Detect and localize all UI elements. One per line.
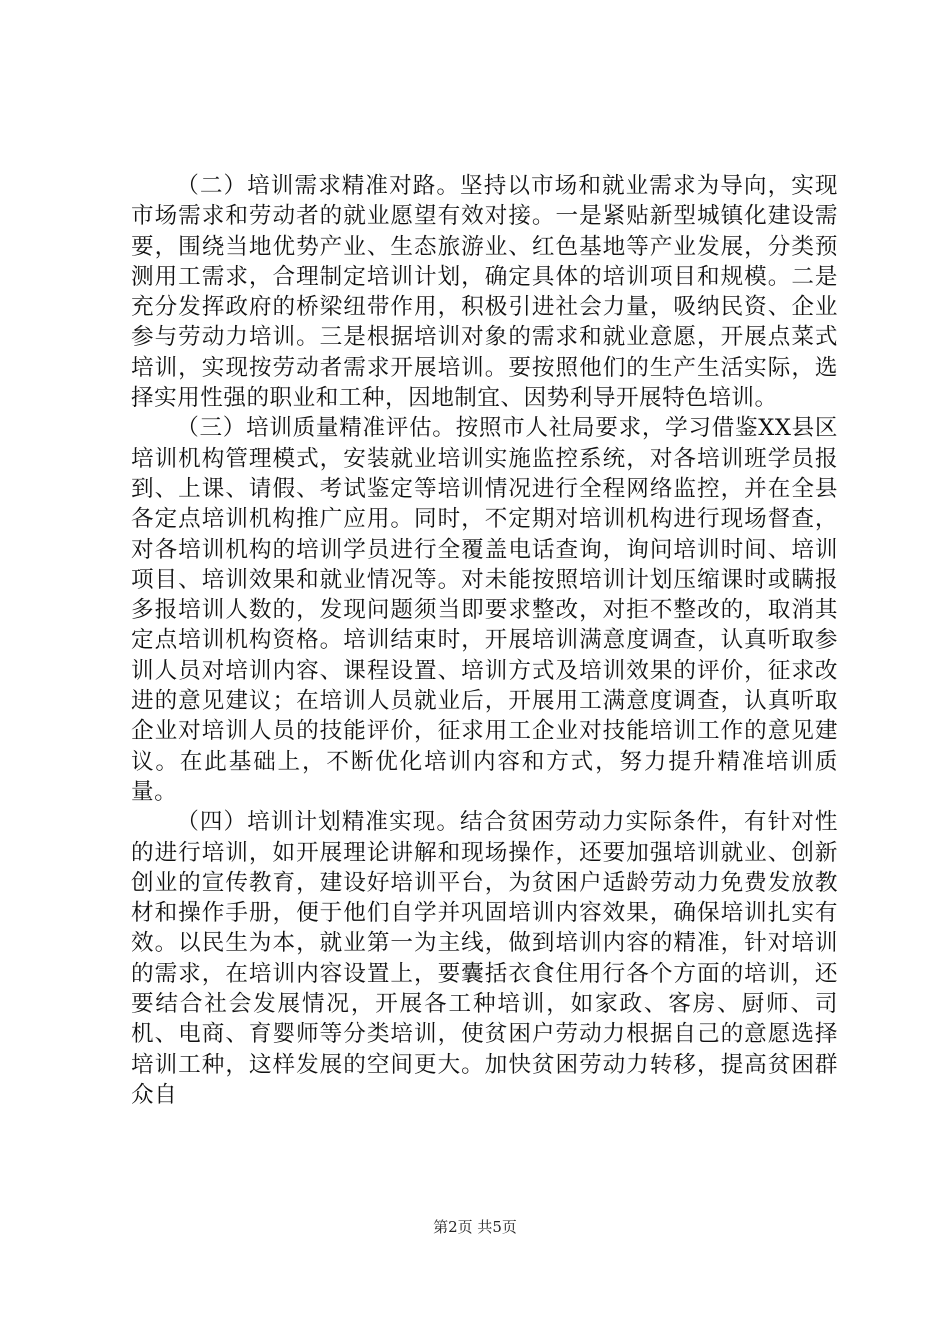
paragraph-training-plan: （四）培训计划精准实现。结合贫困劳动力实际条件，有针对性的进行培训，如开展理论讲解和现场操作，还要加强培训就业、创新创业的宣传教育，建设好培训平台，为贫困户适龄劳动力免费发放教材和操作手册，便于他们自学并巩固培训内容效果，确保培训扎实有效。以民生为本，就业第一为主线，做到培训内容的精准，针对培训的需求，在培训内容设置上，要囊括衣食住用行各个方面的培训，还要结合社会发展情况，开展各工种培训，如家政、客房、厨师、司机、电商、育婴师等分类培训，使贫困户劳动力根据自己的意愿选择培训工种，这样发展的空间更大。加快贫困劳动力转移，提高贫困群众自 xyxy=(131,809,838,1108)
document-body xyxy=(131,171,838,1110)
paragraph-training-quality: （三）培训质量精准评估。按照市人社局要求，学习借鉴XX县区培训机构管理模式，安装就业培训实施监控系统，对各培训班学员报到、上课、请假、考试鉴定等培训情况进行全程网络监控，并在全县各定点培训机构推广应用。同时，不定期对培训机构进行现场督查，对各培训机构的培训学员进行全覆盖电话查询，询问培训时间、培训项目、培训效果和就业情况等。对未能按照培训计划压缩课时或瞒报多报培训人数的，发现问题须当即要求整改，对拒不整改的，取消其定点培训机构资格。培训结束时，开展培训满意度调查，认真听取参训人员对培训内容、课程设置、培训方式及培训效果的评价，征求改进的意见建议；在培训人员就业后，开展用工满意度调查，认真听取企业对培训人员的技能评价，征求用工企业对技能培训工作的意见建议。在此基础上，不断优化培训内容和方式，努力提升精准培训质量。 xyxy=(131,415,838,805)
page-number-footer: 第2页 共5页 xyxy=(433,1218,517,1236)
paragraph-training-demand: （二）培训需求精准对路。坚持以市场和就业需求为导向，实现市场需求和劳动者的就业愿望有效对接。一是紧贴新型城镇化建设需要，围绕当地优势产业、生态旅游业、红色基地等产业发展，分类预测用工需求，合理制定培训计划，确定具体的培训项目和规模。二是充分发挥政府的桥梁纽带作用，积极引进社会力量，吸纳民资、企业参与劳动力培训。三是根据培训对象的需求和就业意愿，开展点菜式培训，实现按劳动者需求开展培训。要按照他们的生产生活实际，选择实用性强的职业和工种，因地制宜、因势利导开展特色培训。 xyxy=(131,173,838,412)
